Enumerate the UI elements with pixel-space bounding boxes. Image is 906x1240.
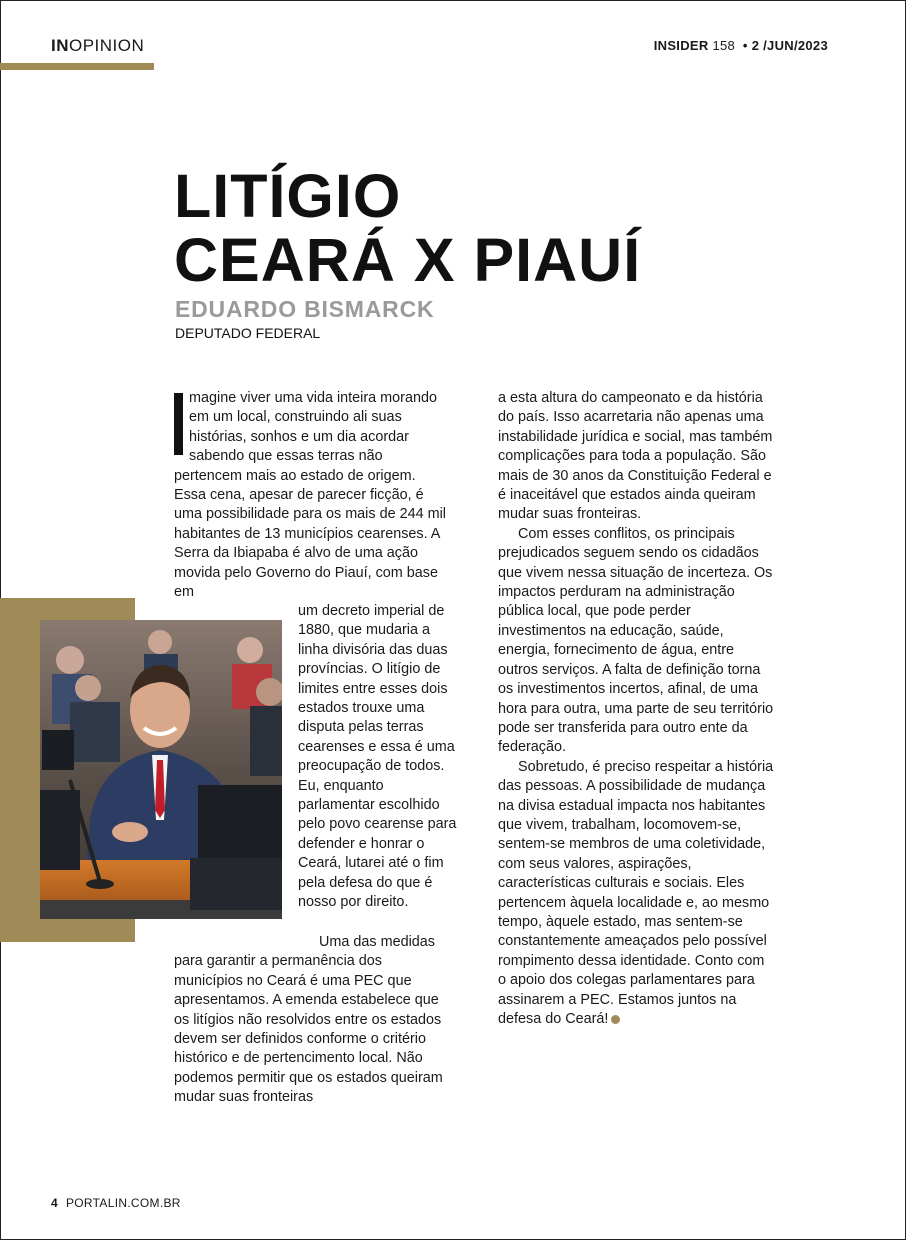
section-tag-bold: IN xyxy=(51,36,69,55)
end-mark-icon xyxy=(611,1015,620,1024)
page-footer xyxy=(51,1196,181,1210)
column-1-bottom xyxy=(174,933,446,1108)
section-tag-light: OPINION xyxy=(69,36,145,55)
column-1-top xyxy=(174,389,446,602)
issue-date: 2 /JUN/2023 xyxy=(751,38,828,53)
section-tag xyxy=(51,36,144,56)
title-line-1: LITÍGIO xyxy=(174,162,402,230)
magazine-name: INSIDER xyxy=(653,38,709,53)
column-1-wrap xyxy=(298,602,463,913)
issue-separator: • xyxy=(742,38,748,53)
column-2-paragraph-2: Com esses conflitos, os principais prejudicados seguem sendo os cidadãos que vivem nessa situação de incerteza. Os impactos perduram na administração pública local, que pode perder investimentos na educação, saúde, energia, fornecimento de água, entre outros serviços. A falta de definição torna os investimentos incertos, afinal, de uma hora para outra, uma parte de seu território pode ser transferida para outro ente da federação. xyxy=(498,525,774,756)
header-gold-rule xyxy=(0,63,154,70)
issue-number: 158 xyxy=(712,38,736,53)
author-role: DEPUTADO FEDERAL xyxy=(175,325,321,341)
author-name: EDUARDO BISMARCK xyxy=(175,296,435,322)
column-1-wrap-text: um decreto imperial de 1880, que mudaria a linha divisória das duas províncias. O litígio de limites entre esses dois estados trouxe uma disputa pelas terras cearenses e essa é uma preocupação de todos. Eu, enquanto parlamentar escolhido pelo povo cearense para defender e honrar o Ceará, lutarei até o fim pela defesa do que é nosso por direito. xyxy=(298,603,457,911)
portrait-photo-icon xyxy=(40,620,282,919)
author-photo xyxy=(40,620,282,919)
column-1-bottom-text: Uma das medidas para garantir a permanência dos municípios no Ceará é uma PEC que apresentamos. A emenda estabelece que os litígios não resolvidos entre os estados devem ser definidos conforme o critério histórico e de pertencimento local. Não podemos permitir que os estados queiram mudar suas fronteiras xyxy=(174,934,443,1106)
column-1-top-text: magine viver uma vida inteira morando em um local, construindo ali suas histórias, sonhos e um dia acordar sabendo que essas terras não pertencem mais ao estado de origem. Essa cena, apesar de parecer ficção, é uma possibilidade para os mais de 244 mil habitantes de 13 municípios cearenses. A Serra da Ibiapaba é alvo de uma ação movida pelo Governo do Piauí, com base em xyxy=(174,390,446,601)
title-line-2: CEARÁ X PIAUÍ xyxy=(174,226,642,294)
column-2-paragraph-3-text: Sobretudo, é preciso respeitar a história das pessoas. A possibilidade de mudança na divisa estadual impacta nos habitantes que vivem, trabalham, locomovem-se, sentem-se membros de uma coletividade, com seus valores, aspirações, características culturais e sociais. Eles pertencem àquela localidade e, ao mesmo tempo, àquele estado, mas sentem-se constantemente ameaçados pelo possível rompimento dessa identidade. Conto com o apoio dos colegas parlamentares para assinarem a PEC. Estamos juntos na defesa do Ceará! xyxy=(498,758,774,1027)
article-title xyxy=(174,164,641,292)
page-number: 4 xyxy=(51,1196,58,1210)
dropcap-letter xyxy=(174,393,183,455)
column-2 xyxy=(498,389,776,1029)
column-2-paragraph-3 xyxy=(498,758,776,1030)
column-2-paragraph-1: a esta altura do campeonato e da história do país. Isso acarretaria não apenas uma instabilidade jurídica e social, mas também complicações para toda a população. São mais de 30 anos da Constituição Federal e é inaceitável que estados ainda queiram mudar suas fronteiras. xyxy=(498,390,773,523)
footer-site: PORTALIN.COM.BR xyxy=(65,1196,181,1210)
issue-info xyxy=(654,38,828,53)
